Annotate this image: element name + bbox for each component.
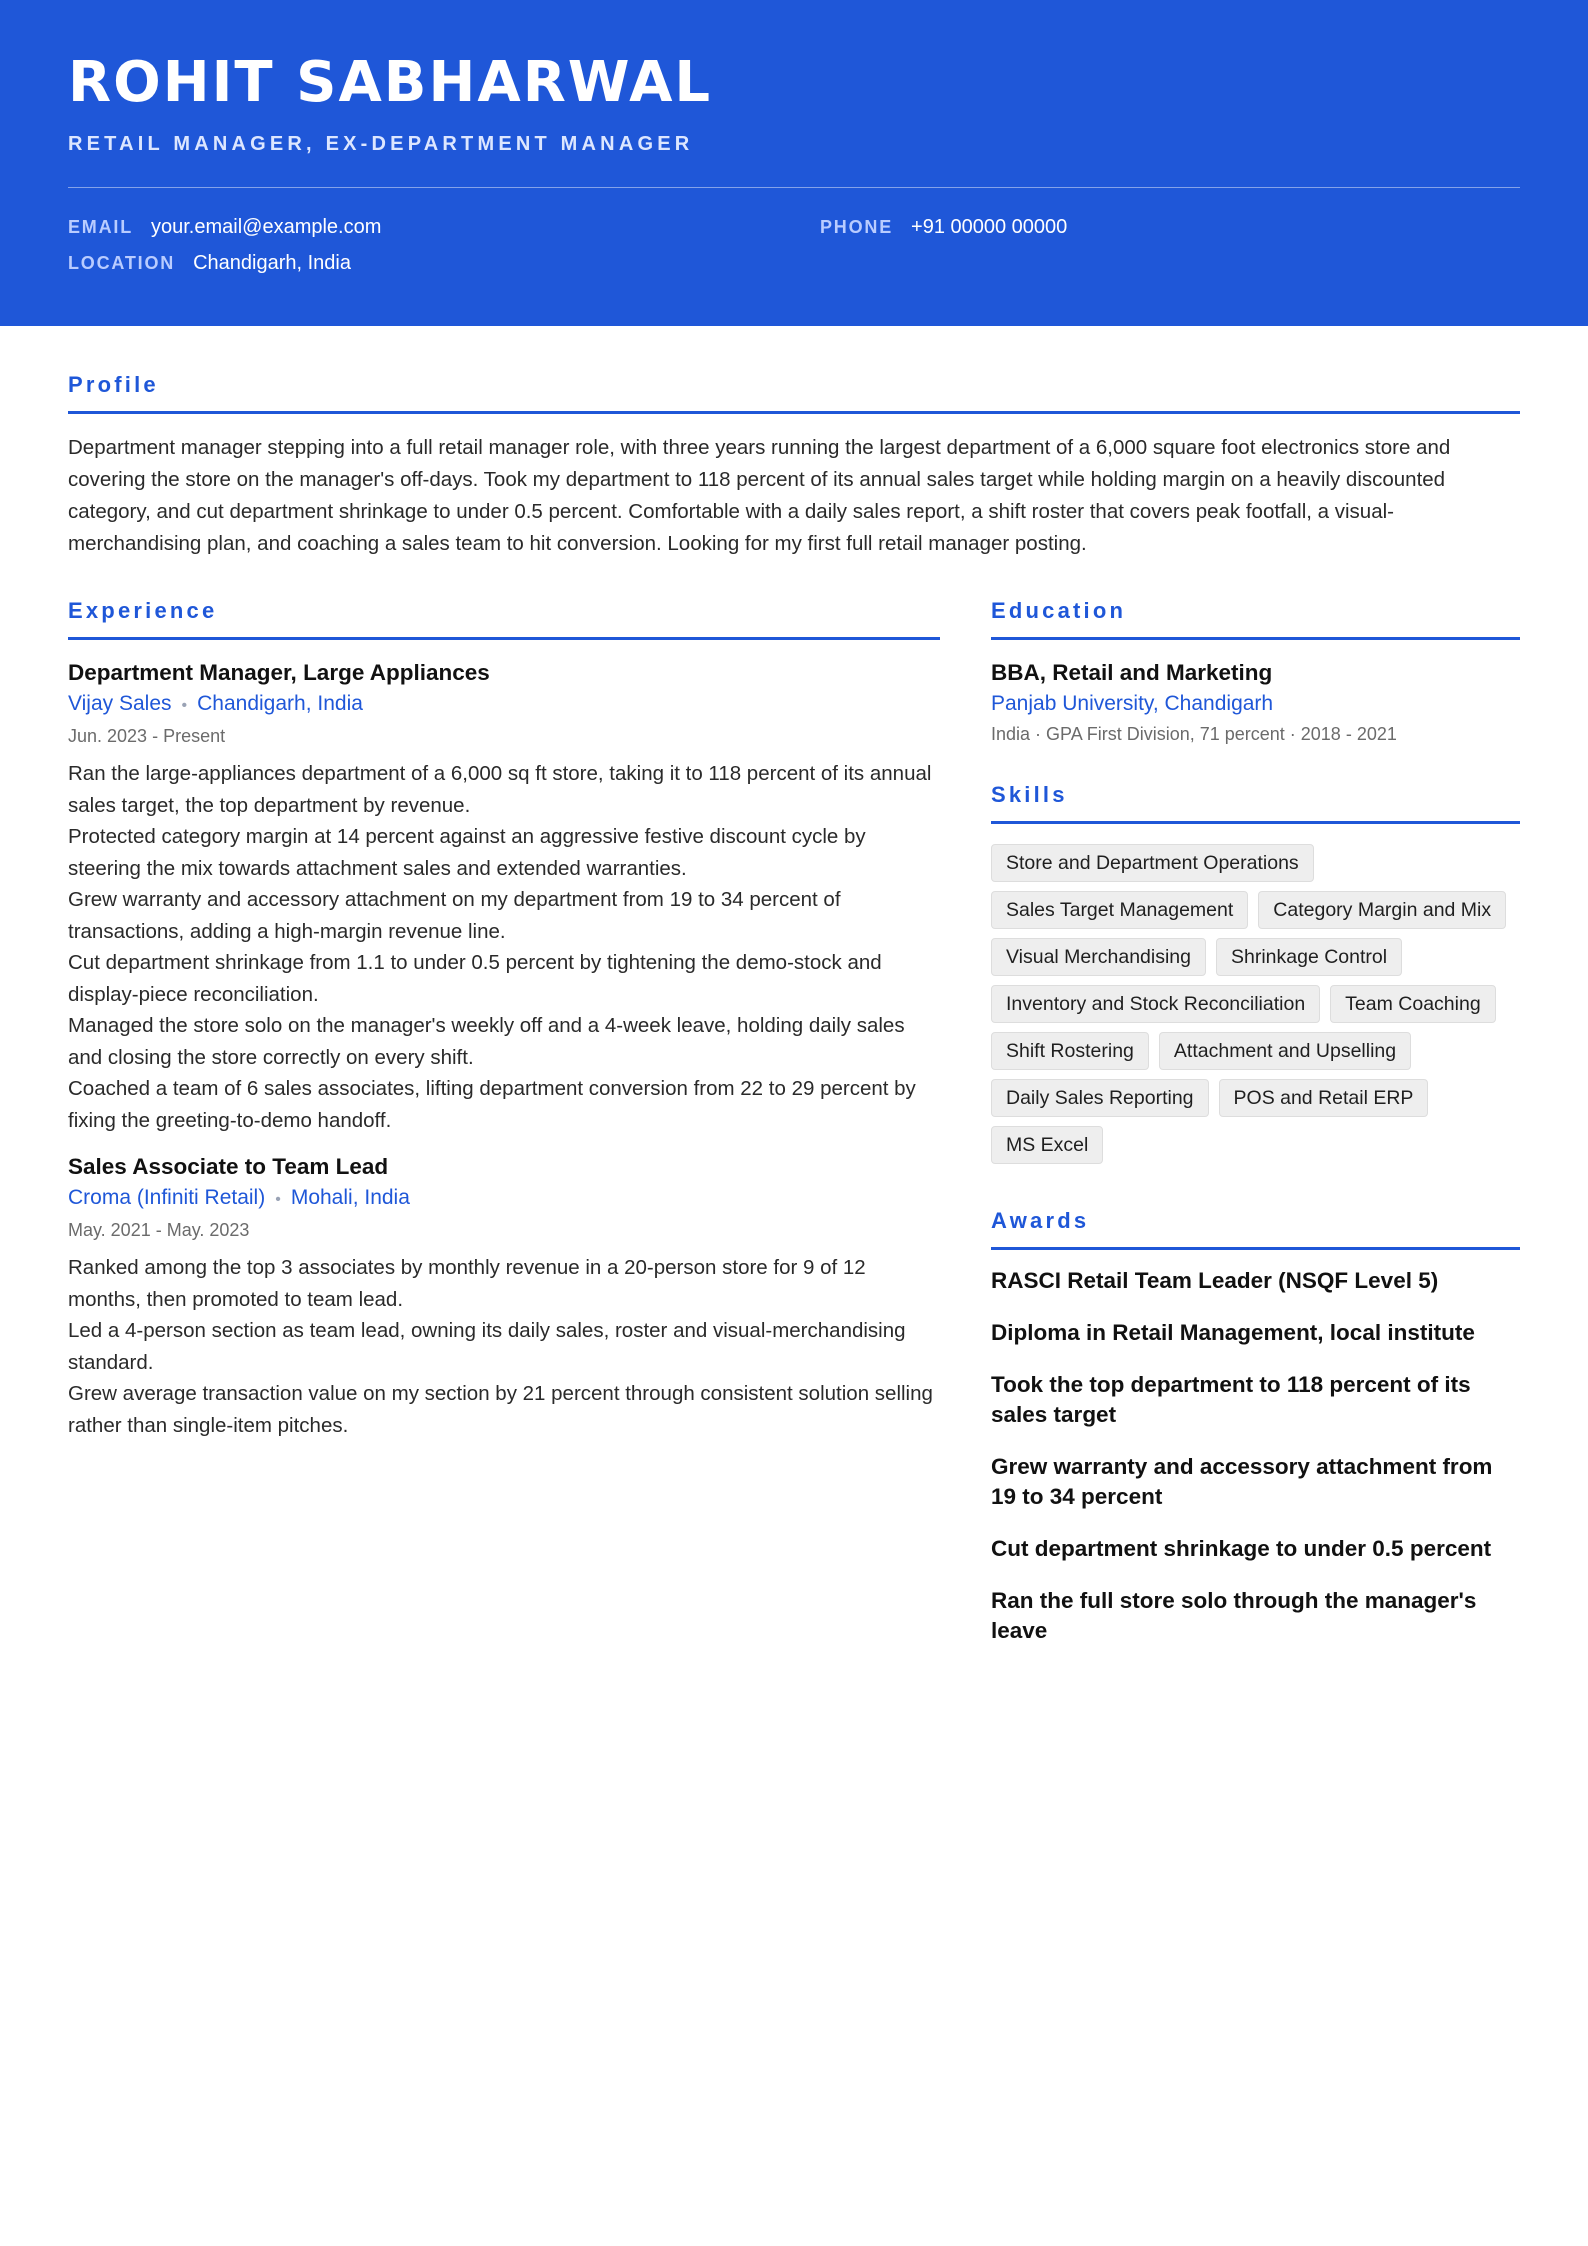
resume-header bbox=[0, 0, 1588, 326]
skill-chip: Inventory and Stock Reconciliation bbox=[991, 985, 1320, 1023]
job-bullet: Cut department shrinkage from 1.1 to under 0.5 percent by tightening the demo-stock and display-piece reconciliation. bbox=[68, 951, 882, 1006]
skill-chip: POS and Retail ERP bbox=[1219, 1079, 1429, 1117]
phone-label: PHONE bbox=[820, 217, 894, 237]
award-item: Cut department shrinkage to under 0.5 percent bbox=[991, 1536, 1492, 1561]
separator-dot: • bbox=[181, 697, 188, 714]
skills-heading: Skills bbox=[991, 782, 1068, 807]
skills-section bbox=[991, 782, 1520, 1164]
degree-title: BBA, Retail and Marketing bbox=[991, 660, 1273, 685]
skill-chip: Shift Rostering bbox=[991, 1032, 1149, 1070]
experience-rule bbox=[68, 637, 940, 640]
award-item: Grew warranty and accessory attachment from 19 to 34 percent bbox=[991, 1454, 1493, 1509]
skill-chip: Team Coaching bbox=[1330, 985, 1496, 1023]
skill-chip: MS Excel bbox=[991, 1126, 1103, 1164]
job-entry bbox=[68, 1152, 940, 1441]
job-bullets bbox=[68, 1252, 940, 1441]
contact-phone bbox=[820, 215, 1067, 239]
job-entry bbox=[68, 658, 940, 1136]
job-title: Sales Associate to Team Lead bbox=[68, 1154, 389, 1179]
school-name: Panjab University, Chandigarh bbox=[991, 692, 1274, 715]
sidebar-column bbox=[991, 598, 1520, 1668]
profile-heading: Profile bbox=[68, 372, 159, 397]
experience-heading: Experience bbox=[68, 598, 218, 623]
job-employer-line bbox=[68, 1182, 940, 1216]
job-location: Mohali, India bbox=[290, 1186, 410, 1209]
awards-heading: Awards bbox=[991, 1208, 1090, 1233]
profile-rule bbox=[68, 411, 1520, 414]
job-title: Department Manager, Large Appliances bbox=[68, 660, 490, 685]
job-bullet: Grew average transaction value on my section by 21 percent through consistent solution selling rather than single-item pitches. bbox=[68, 1382, 933, 1437]
contact-location bbox=[68, 251, 351, 275]
education-details: India · GPA First Division, 71 percent · 2018 - 2021 bbox=[991, 724, 1397, 744]
location-value: Chandigarh, India bbox=[193, 252, 351, 274]
job-bullet: Managed the store solo on the manager's weekly off and a 4-week leave, holding daily sales and closing the store correctly on every shift. bbox=[68, 1014, 905, 1069]
job-dates: May. 2021 - May. 2023 bbox=[68, 1220, 250, 1240]
experience-section bbox=[68, 598, 940, 1441]
job-location: Chandigarh, India bbox=[197, 692, 363, 715]
job-bullet: Led a 4-person section as team lead, owning its daily sales, roster and visual-merchandising standard. bbox=[68, 1319, 906, 1374]
education-rule bbox=[991, 637, 1520, 640]
job-bullets bbox=[68, 758, 940, 1136]
job-company: Croma (Infiniti Retail) bbox=[68, 1186, 266, 1209]
skill-chip: Category Margin and Mix bbox=[1258, 891, 1506, 929]
skill-chip: Sales Target Management bbox=[991, 891, 1248, 929]
separator-dot: • bbox=[275, 1191, 281, 1208]
job-bullet: Coached a team of 6 sales associates, lifting department conversion from 22 to 29 percent by fixing the greeting-to-demo handoff. bbox=[68, 1077, 916, 1132]
contact-email bbox=[68, 215, 381, 239]
skills-list bbox=[991, 844, 1520, 1164]
education-heading: Education bbox=[991, 598, 1127, 623]
skill-chip: Daily Sales Reporting bbox=[991, 1079, 1209, 1117]
skill-chip: Attachment and Upselling bbox=[1159, 1032, 1411, 1070]
candidate-title: RETAIL MANAGER, EX-DEPARTMENT MANAGER bbox=[68, 133, 694, 155]
job-dates: Jun. 2023 - Present bbox=[68, 726, 226, 746]
skills-rule bbox=[991, 821, 1520, 824]
award-item: Took the top department to 118 percent of its sales target bbox=[991, 1372, 1471, 1427]
skill-chip: Store and Department Operations bbox=[991, 844, 1314, 882]
education-section bbox=[991, 598, 1520, 748]
candidate-name: ROHIT SABHARWAL bbox=[68, 50, 713, 115]
job-bullet: Ran the large-appliances department of a 6,000 sq ft store, taking it to 118 percent of its annual sales target, the top department by revenue. bbox=[68, 762, 932, 817]
profile-text: Department manager stepping into a full retail manager role, with three years running the largest department of a 6,000 square foot electronics store and covering the store on the manager's off-days. Took my department to 118 percent of its annual sales target while holding margin on a heavily discounted category, and cut department shrinkage to under 0.5 percent. Comfortable with a daily sales report, a shift roster that covers peak footfall, a visual-merchandising plan, and coaching a sales team to hit conversion. Looking for my first full retail manager posting. bbox=[68, 436, 1451, 555]
email-value[interactable]: your.email@example.com bbox=[151, 216, 382, 238]
job-bullet: Ranked among the top 3 associates by monthly revenue in a 20-person store for 9 of 12 months, then promoted to team lead. bbox=[68, 1256, 866, 1311]
skill-chip: Shrinkage Control bbox=[1216, 938, 1402, 976]
awards-list bbox=[991, 1266, 1520, 1646]
award-item: Diploma in Retail Management, local institute bbox=[991, 1320, 1475, 1345]
job-bullet: Grew warranty and accessory attachment on my department from 19 to 34 percent of transactions, adding a high-margin revenue line. bbox=[68, 888, 841, 943]
job-employer-line bbox=[68, 688, 940, 722]
skill-chip: Visual Merchandising bbox=[991, 938, 1206, 976]
job-bullet: Protected category margin at 14 percent against an aggressive festive discount cycle by steering the mix towards attachment sales and extended warranties. bbox=[68, 825, 866, 880]
location-label: LOCATION bbox=[68, 253, 176, 273]
profile-section bbox=[0, 326, 1588, 560]
contact-block bbox=[68, 188, 1520, 274]
email-label: EMAIL bbox=[68, 217, 133, 237]
award-item: RASCI Retail Team Leader (NSQF Level 5) bbox=[991, 1268, 1439, 1293]
awards-rule bbox=[991, 1247, 1520, 1250]
job-company: Vijay Sales bbox=[68, 692, 172, 715]
phone-value[interactable]: +91 00000 00000 bbox=[911, 216, 1068, 238]
awards-section bbox=[991, 1208, 1520, 1646]
award-item: Ran the full store solo through the manager's leave bbox=[991, 1588, 1477, 1643]
